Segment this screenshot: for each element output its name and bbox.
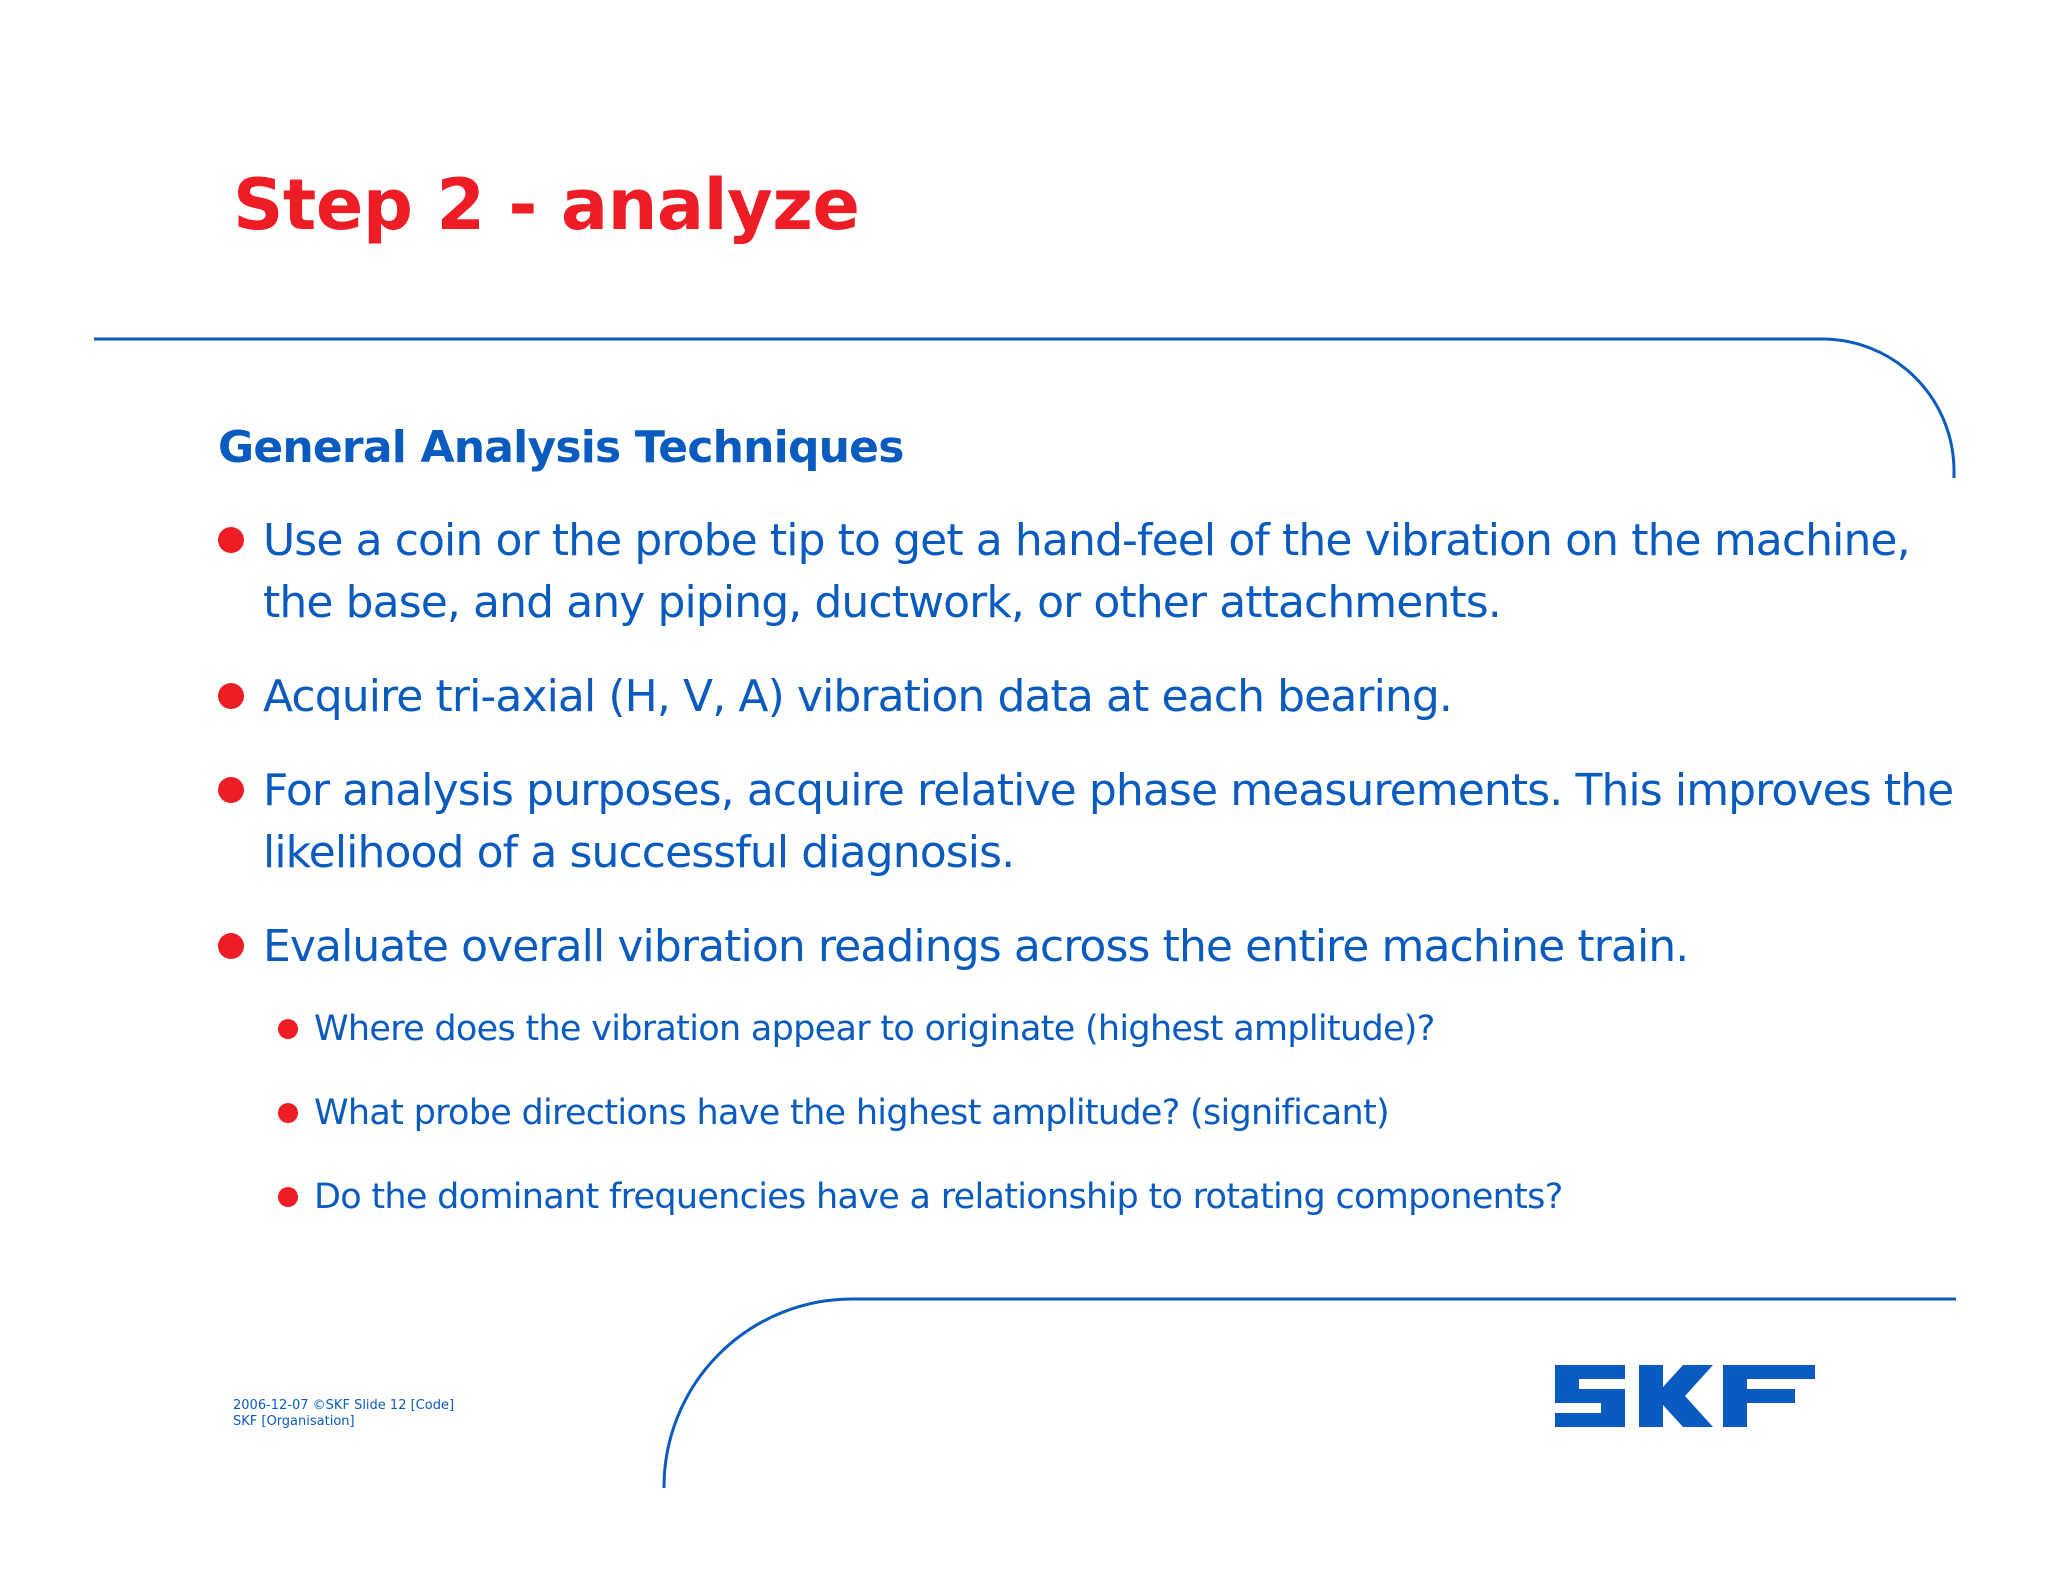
bullet-dot-icon [218, 777, 244, 803]
list-item [218, 916, 1978, 978]
bullet-dot-icon [278, 1019, 298, 1039]
section-heading: General Analysis Techniques [218, 422, 904, 473]
sub-bullet-text: Where does the vibration appear to originate (highest amplitude)? [314, 1009, 1435, 1049]
sub-bullet-text: What probe directions have the highest amplitude? (significant) [314, 1093, 1389, 1133]
bullet-dot-icon [218, 527, 244, 553]
sub-list-item [278, 1088, 2038, 1138]
bullet-list [218, 510, 1978, 1256]
logo-letter-k [1639, 1365, 1713, 1427]
slide-title: Step 2 - analyze [233, 164, 860, 246]
sub-bullet-text: Do the dominant frequencies have a relationship to rotating components? [314, 1177, 1563, 1217]
bullet-dot-icon [278, 1187, 298, 1207]
bullet-dot-icon [278, 1103, 298, 1123]
slide-footer [233, 1398, 454, 1430]
bullet-text: For analysis purposes, acquire relative phase measurements. This improves the likelihood of a successful diagnosis. [263, 765, 1954, 878]
list-item [218, 666, 1978, 728]
sub-bullet-list [278, 1004, 2038, 1222]
sub-list-container [218, 1004, 1978, 1222]
logo-letter-s [1555, 1365, 1625, 1427]
bullet-text: Acquire tri-axial (H, V, A) vibration data at each bearing. [263, 671, 1453, 722]
skf-logo [1555, 1365, 1815, 1427]
bullet-dot-icon [218, 683, 244, 709]
logo-letter-f [1723, 1365, 1815, 1427]
sub-list-item [278, 1004, 2038, 1054]
sub-list-item [278, 1172, 2038, 1222]
list-item [218, 510, 1978, 634]
bullet-text: Use a coin or the probe tip to get a hand-feel of the vibration on the machine, the base, and any piping, ductwork, or other attachments. [263, 515, 1910, 628]
bullet-dot-icon [218, 933, 244, 959]
footer-line-organisation: SKF [Organisation] [233, 1414, 355, 1429]
bullet-text: Evaluate overall vibration readings across the entire machine train. [263, 921, 1689, 972]
footer-line-date: 2006-12-07 ©SKF Slide 12 [Code] [233, 1398, 455, 1413]
list-item [218, 760, 1978, 884]
